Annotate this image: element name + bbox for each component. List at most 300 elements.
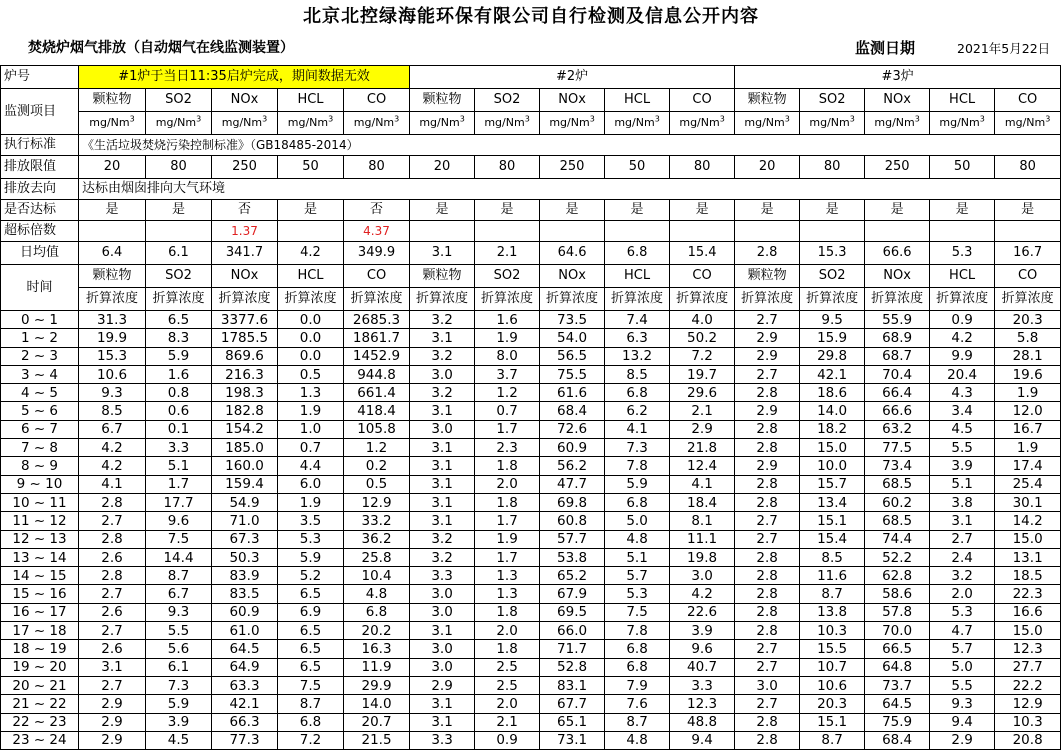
data-cell: 1.8 xyxy=(475,640,540,658)
limit-cell: 20 xyxy=(410,156,475,179)
data-cell: 33.2 xyxy=(344,512,410,530)
data-cell: 6.2 xyxy=(605,402,670,420)
label-time: 时间 xyxy=(1,265,79,311)
data-cell: 2.9 xyxy=(410,676,475,694)
exceed-cell xyxy=(278,221,344,242)
data-cell: 18.4 xyxy=(670,493,735,511)
pollutant-header: SO2 xyxy=(475,89,540,112)
destination-text: 达标由烟囱排向大气环境 xyxy=(79,179,1061,200)
table-row xyxy=(1,548,1061,566)
table-row xyxy=(1,402,1061,420)
unit-superscript: 3 xyxy=(129,114,135,124)
data-cell: 2.9 xyxy=(670,420,735,438)
converted-label: 折算浓度 xyxy=(540,288,605,311)
limit-cell: 80 xyxy=(670,156,735,179)
compliance-cell: 是 xyxy=(800,200,865,221)
unit-cell xyxy=(79,112,146,135)
pollutant-header-lower: SO2 xyxy=(146,265,212,288)
data-cell: 15.1 xyxy=(800,713,865,731)
data-cell: 216.3 xyxy=(212,365,278,383)
data-cell: 1.2 xyxy=(344,439,410,457)
unit-text: mg/Nm xyxy=(744,116,785,129)
data-cell: 4.1 xyxy=(670,475,735,493)
pollutant-header-lower: HCL xyxy=(605,265,670,288)
data-cell: 27.7 xyxy=(995,658,1061,676)
data-cell: 2.9 xyxy=(735,347,800,365)
pollutant-header-lower: 颗粒物 xyxy=(735,265,800,288)
daily-avg-cell: 2.1 xyxy=(475,242,540,265)
data-cell: 2.3 xyxy=(475,439,540,457)
data-cell: 1861.7 xyxy=(344,329,410,347)
data-cell: 73.5 xyxy=(540,311,605,329)
data-cell: 3.1 xyxy=(930,512,995,530)
pollutant-header: 颗粒物 xyxy=(410,89,475,112)
data-cell: 7.6 xyxy=(605,695,670,713)
date-label: 监测日期 xyxy=(855,39,916,57)
data-cell: 16.7 xyxy=(995,420,1061,438)
data-cell: 8.3 xyxy=(146,329,212,347)
data-cell: 10.6 xyxy=(79,365,146,383)
standard-text: 《生活垃圾焚烧污染控制标准》（GB18485-2014） xyxy=(79,135,1061,156)
table-row xyxy=(1,493,1061,511)
unit-cell xyxy=(540,112,605,135)
data-cell: 8.7 xyxy=(278,695,344,713)
emission-table xyxy=(0,65,1061,750)
unit-superscript: 3 xyxy=(719,114,725,124)
data-cell: 20.7 xyxy=(344,713,410,731)
data-cell: 944.8 xyxy=(344,365,410,383)
data-cell: 22.3 xyxy=(995,585,1061,603)
daily-avg-cell: 15.3 xyxy=(800,242,865,265)
pollutant-header-lower: NOx xyxy=(212,265,278,288)
data-cell: 83.5 xyxy=(212,585,278,603)
data-cell: 3.1 xyxy=(410,713,475,731)
data-cell: 67.7 xyxy=(540,695,605,713)
time-cell: 23 ~ 24 xyxy=(1,731,79,749)
data-cell: 2.6 xyxy=(79,640,146,658)
unit-cell xyxy=(735,112,800,135)
data-cell: 15.1 xyxy=(800,512,865,530)
data-cell: 3.4 xyxy=(930,402,995,420)
data-cell: 66.0 xyxy=(540,622,605,640)
data-cell: 2.0 xyxy=(930,585,995,603)
data-cell: 0.9 xyxy=(930,311,995,329)
data-cell: 1452.9 xyxy=(344,347,410,365)
time-cell: 8 ~ 9 xyxy=(1,457,79,475)
pollutant-header-lower: SO2 xyxy=(800,265,865,288)
data-cell: 2.8 xyxy=(735,731,800,749)
data-cell: 5.2 xyxy=(278,567,344,585)
compliance-cell: 是 xyxy=(865,200,930,221)
data-cell: 3.0 xyxy=(410,658,475,676)
compliance-cell: 是 xyxy=(146,200,212,221)
unit-text: mg/Nm xyxy=(419,116,460,129)
data-cell: 3.1 xyxy=(410,512,475,530)
table-row xyxy=(1,512,1061,530)
data-cell: 2.7 xyxy=(735,695,800,713)
unit-cell xyxy=(146,112,212,135)
data-cell: 3.0 xyxy=(410,585,475,603)
data-cell: 4.5 xyxy=(930,420,995,438)
data-cell: 2.8 xyxy=(735,420,800,438)
converted-label: 折算浓度 xyxy=(930,288,995,311)
table-row xyxy=(1,603,1061,621)
compliance-cell: 是 xyxy=(670,200,735,221)
data-cell: 4.2 xyxy=(79,457,146,475)
data-cell: 18.5 xyxy=(995,567,1061,585)
data-cell: 2.7 xyxy=(79,676,146,694)
data-cell: 198.3 xyxy=(212,384,278,402)
data-cell: 42.1 xyxy=(212,695,278,713)
data-cell: 57.7 xyxy=(540,530,605,548)
daily-avg-cell: 4.2 xyxy=(278,242,344,265)
data-cell: 5.0 xyxy=(605,512,670,530)
data-cell: 7.2 xyxy=(278,731,344,749)
time-cell: 1 ~ 2 xyxy=(1,329,79,347)
data-cell: 64.8 xyxy=(865,658,930,676)
daily-avg-cell: 341.7 xyxy=(212,242,278,265)
data-cell: 8.5 xyxy=(800,548,865,566)
data-cell: 12.0 xyxy=(995,402,1061,420)
time-cell: 13 ~ 14 xyxy=(1,548,79,566)
data-cell: 73.7 xyxy=(865,676,930,694)
data-cell: 185.0 xyxy=(212,439,278,457)
data-cell: 10.3 xyxy=(995,713,1061,731)
table-row xyxy=(1,439,1061,457)
table-row xyxy=(1,420,1061,438)
data-cell: 54.0 xyxy=(540,329,605,347)
data-cell: 10.7 xyxy=(800,658,865,676)
daily-avg-cell: 15.4 xyxy=(670,242,735,265)
data-cell: 7.4 xyxy=(605,311,670,329)
unit-cell xyxy=(475,112,540,135)
data-cell: 1.8 xyxy=(475,457,540,475)
daily-avg-cell: 3.1 xyxy=(410,242,475,265)
data-cell: 2.5 xyxy=(475,676,540,694)
standard-row xyxy=(1,135,1061,156)
data-cell: 20.4 xyxy=(930,365,995,383)
data-cell: 9.6 xyxy=(670,640,735,658)
data-cell: 3.0 xyxy=(670,567,735,585)
data-cell: 8.5 xyxy=(605,365,670,383)
data-cell: 154.2 xyxy=(212,420,278,438)
data-cell: 1.7 xyxy=(475,548,540,566)
data-cell: 75.9 xyxy=(865,713,930,731)
data-cell: 2.8 xyxy=(735,548,800,566)
data-cell: 2.8 xyxy=(79,493,146,511)
data-cell: 6.8 xyxy=(344,603,410,621)
data-cell: 9.9 xyxy=(930,347,995,365)
daily-avg-cell: 5.3 xyxy=(930,242,995,265)
data-cell: 66.5 xyxy=(865,640,930,658)
data-cell: 5.9 xyxy=(605,475,670,493)
unit-text: mg/Nm xyxy=(1004,116,1046,129)
data-cell: 67.9 xyxy=(540,585,605,603)
data-cell: 7.8 xyxy=(605,457,670,475)
data-cell: 4.8 xyxy=(605,530,670,548)
data-cell: 2.9 xyxy=(735,329,800,347)
data-cell: 20.8 xyxy=(995,731,1061,749)
data-cell: 2.0 xyxy=(475,622,540,640)
daily-avg-cell: 66.6 xyxy=(865,242,930,265)
time-cell: 2 ~ 3 xyxy=(1,347,79,365)
data-cell: 1.6 xyxy=(146,365,212,383)
limit-cell: 250 xyxy=(865,156,930,179)
data-cell: 64.5 xyxy=(212,640,278,658)
data-cell: 4.1 xyxy=(605,420,670,438)
data-cell: 3.3 xyxy=(410,731,475,749)
limit-cell: 20 xyxy=(79,156,146,179)
data-cell: 4.4 xyxy=(278,457,344,475)
data-cell: 3.7 xyxy=(475,365,540,383)
data-cell: 10.6 xyxy=(800,676,865,694)
data-cell: 15.0 xyxy=(800,439,865,457)
data-cell: 1.9 xyxy=(475,329,540,347)
label-compliant: 是否达标 xyxy=(1,200,79,221)
unit-superscript: 3 xyxy=(262,114,268,124)
data-cell: 869.6 xyxy=(212,347,278,365)
pollutant-header: CO xyxy=(995,89,1061,112)
data-cell: 3.2 xyxy=(410,347,475,365)
unit-cell xyxy=(605,112,670,135)
data-cell: 5.1 xyxy=(605,548,670,566)
data-cell: 68.4 xyxy=(540,402,605,420)
data-cell: 3377.6 xyxy=(212,311,278,329)
table-body xyxy=(1,66,1061,750)
data-cell: 61.0 xyxy=(212,622,278,640)
label-items: 监测项目 xyxy=(1,89,79,135)
data-cell: 8.1 xyxy=(670,512,735,530)
furnace1-note: #1炉于当日11:35启炉完成，期间数据无效 xyxy=(79,66,410,89)
table-row xyxy=(1,530,1061,548)
compliance-cell: 是 xyxy=(540,200,605,221)
data-cell: 3.1 xyxy=(79,658,146,676)
unit-text: mg/Nm xyxy=(287,116,329,129)
data-cell: 4.8 xyxy=(344,585,410,603)
data-cell: 7.3 xyxy=(605,439,670,457)
data-cell: 30.1 xyxy=(995,493,1061,511)
data-cell: 40.7 xyxy=(670,658,735,676)
data-cell: 60.8 xyxy=(540,512,605,530)
items-row xyxy=(1,89,1061,112)
unit-text: mg/Nm xyxy=(679,116,720,129)
limit-cell: 80 xyxy=(475,156,540,179)
converted-label: 折算浓度 xyxy=(344,288,410,311)
unit-superscript: 3 xyxy=(979,114,985,124)
data-cell: 3.1 xyxy=(410,622,475,640)
table-row xyxy=(1,567,1061,585)
data-cell: 10.3 xyxy=(800,622,865,640)
unit-text: mg/Nm xyxy=(155,116,197,129)
data-cell: 661.4 xyxy=(344,384,410,402)
exceed-cell xyxy=(79,221,146,242)
data-cell: 15.0 xyxy=(995,622,1061,640)
data-cell: 69.8 xyxy=(540,493,605,511)
data-cell: 12.9 xyxy=(995,695,1061,713)
data-cell: 6.0 xyxy=(278,475,344,493)
data-cell: 28.1 xyxy=(995,347,1061,365)
date-value: 2021年5月22日 xyxy=(957,41,1051,56)
converted-label: 折算浓度 xyxy=(410,288,475,311)
data-cell: 1.0 xyxy=(278,420,344,438)
time-cell: 7 ~ 8 xyxy=(1,439,79,457)
data-cell: 14.0 xyxy=(800,402,865,420)
data-cell: 12.9 xyxy=(344,493,410,511)
data-cell: 159.4 xyxy=(212,475,278,493)
unit-cell xyxy=(865,112,930,135)
data-cell: 22.6 xyxy=(670,603,735,621)
time-cell: 14 ~ 15 xyxy=(1,567,79,585)
data-cell: 5.9 xyxy=(146,695,212,713)
data-cell: 19.9 xyxy=(79,329,146,347)
data-cell: 9.3 xyxy=(79,384,146,402)
data-cell: 5.0 xyxy=(930,658,995,676)
time-cell: 22 ~ 23 xyxy=(1,713,79,731)
unit-superscript: 3 xyxy=(459,114,465,124)
label-standard: 执行标准 xyxy=(1,135,79,156)
data-cell: 6.5 xyxy=(278,658,344,676)
data-cell: 2.1 xyxy=(670,402,735,420)
table-row xyxy=(1,585,1061,603)
data-cell: 4.7 xyxy=(930,622,995,640)
data-cell: 2.8 xyxy=(735,493,800,511)
data-cell: 2.8 xyxy=(79,567,146,585)
data-cell: 2.8 xyxy=(735,713,800,731)
data-cell: 73.1 xyxy=(540,731,605,749)
table-row xyxy=(1,713,1061,731)
daily-avg-row xyxy=(1,242,1061,265)
data-cell: 1.9 xyxy=(995,439,1061,457)
data-cell: 1.7 xyxy=(146,475,212,493)
daily-avg-cell: 2.8 xyxy=(735,242,800,265)
data-cell: 3.0 xyxy=(410,420,475,438)
data-cell: 18.2 xyxy=(800,420,865,438)
data-cell: 25.8 xyxy=(344,548,410,566)
data-cell: 10.4 xyxy=(344,567,410,585)
data-cell: 70.0 xyxy=(865,622,930,640)
converted-label: 折算浓度 xyxy=(865,288,930,311)
data-cell: 15.7 xyxy=(800,475,865,493)
converted-label: 折算浓度 xyxy=(800,288,865,311)
furnace2-name: #2炉 xyxy=(410,66,735,89)
data-cell: 3.1 xyxy=(410,402,475,420)
time-cell: 10 ~ 11 xyxy=(1,493,79,511)
converted-label: 折算浓度 xyxy=(212,288,278,311)
data-cell: 21.8 xyxy=(670,439,735,457)
data-cell: 1785.5 xyxy=(212,329,278,347)
data-cell: 11.1 xyxy=(670,530,735,548)
table-row xyxy=(1,658,1061,676)
pollutant-header-lower: HCL xyxy=(930,265,995,288)
data-cell: 2.9 xyxy=(79,713,146,731)
data-cell: 1.3 xyxy=(475,567,540,585)
data-cell: 6.5 xyxy=(146,311,212,329)
pollutant-header: CO xyxy=(344,89,410,112)
exceed-cell xyxy=(735,221,800,242)
data-cell: 13.1 xyxy=(995,548,1061,566)
time-cell: 18 ~ 19 xyxy=(1,640,79,658)
data-cell: 4.1 xyxy=(79,475,146,493)
limits-row xyxy=(1,156,1061,179)
unit-superscript: 3 xyxy=(849,114,855,124)
daily-avg-cell: 64.6 xyxy=(540,242,605,265)
data-cell: 56.2 xyxy=(540,457,605,475)
data-cell: 2.8 xyxy=(79,530,146,548)
data-cell: 14.2 xyxy=(995,512,1061,530)
time-cell: 15 ~ 16 xyxy=(1,585,79,603)
converted-label: 折算浓度 xyxy=(278,288,344,311)
data-cell: 4.2 xyxy=(79,439,146,457)
table-row xyxy=(1,731,1061,749)
unit-superscript: 3 xyxy=(784,114,790,124)
data-cell: 7.5 xyxy=(278,676,344,694)
subtitle: 焚烧炉烟气排放（自动烟气在线监测装置） xyxy=(28,40,294,56)
data-cell: 0.1 xyxy=(146,420,212,438)
data-cell: 63.2 xyxy=(865,420,930,438)
compliance-cell: 是 xyxy=(995,200,1061,221)
unit-cell xyxy=(278,112,344,135)
unit-cell xyxy=(410,112,475,135)
data-cell: 8.7 xyxy=(146,567,212,585)
unit-text: mg/Nm xyxy=(809,116,850,129)
pollutant-header-lower: CO xyxy=(344,265,410,288)
data-cell: 2.7 xyxy=(735,530,800,548)
data-cell: 62.8 xyxy=(865,567,930,585)
data-cell: 3.3 xyxy=(670,676,735,694)
data-cell: 0.6 xyxy=(146,402,212,420)
data-cell: 15.3 xyxy=(79,347,146,365)
unit-text: mg/Nm xyxy=(221,116,263,129)
data-cell: 3.1 xyxy=(410,457,475,475)
data-cell: 71.0 xyxy=(212,512,278,530)
table-row xyxy=(1,475,1061,493)
data-cell: 42.1 xyxy=(800,365,865,383)
data-cell: 3.0 xyxy=(410,603,475,621)
data-cell: 1.3 xyxy=(278,384,344,402)
data-cell: 4.3 xyxy=(930,384,995,402)
data-cell: 3.0 xyxy=(410,365,475,383)
data-cell: 8.7 xyxy=(800,585,865,603)
data-cell: 0.0 xyxy=(278,311,344,329)
data-cell: 6.5 xyxy=(278,585,344,603)
limit-cell: 80 xyxy=(800,156,865,179)
exceed-cell: 1.37 xyxy=(212,221,278,242)
data-cell: 29.8 xyxy=(800,347,865,365)
data-cell: 2.0 xyxy=(475,695,540,713)
exceed-cell xyxy=(995,221,1061,242)
data-cell: 5.5 xyxy=(146,622,212,640)
data-cell: 2.9 xyxy=(735,402,800,420)
data-cell: 72.6 xyxy=(540,420,605,438)
data-cell: 0.0 xyxy=(278,347,344,365)
pollutant-header-lower: SO2 xyxy=(475,265,540,288)
data-cell: 12.3 xyxy=(995,640,1061,658)
data-cell: 17.7 xyxy=(146,493,212,511)
data-cell: 11.6 xyxy=(800,567,865,585)
data-cell: 2.8 xyxy=(735,384,800,402)
data-cell: 5.3 xyxy=(930,603,995,621)
data-cell: 9.3 xyxy=(930,695,995,713)
limit-cell: 20 xyxy=(735,156,800,179)
data-cell: 0.5 xyxy=(344,475,410,493)
time-cell: 21 ~ 22 xyxy=(1,695,79,713)
data-cell: 2685.3 xyxy=(344,311,410,329)
destination-row xyxy=(1,179,1061,200)
data-cell: 2.8 xyxy=(735,603,800,621)
data-cell: 7.5 xyxy=(605,603,670,621)
unit-superscript: 3 xyxy=(654,114,660,124)
data-cell: 25.4 xyxy=(995,475,1061,493)
